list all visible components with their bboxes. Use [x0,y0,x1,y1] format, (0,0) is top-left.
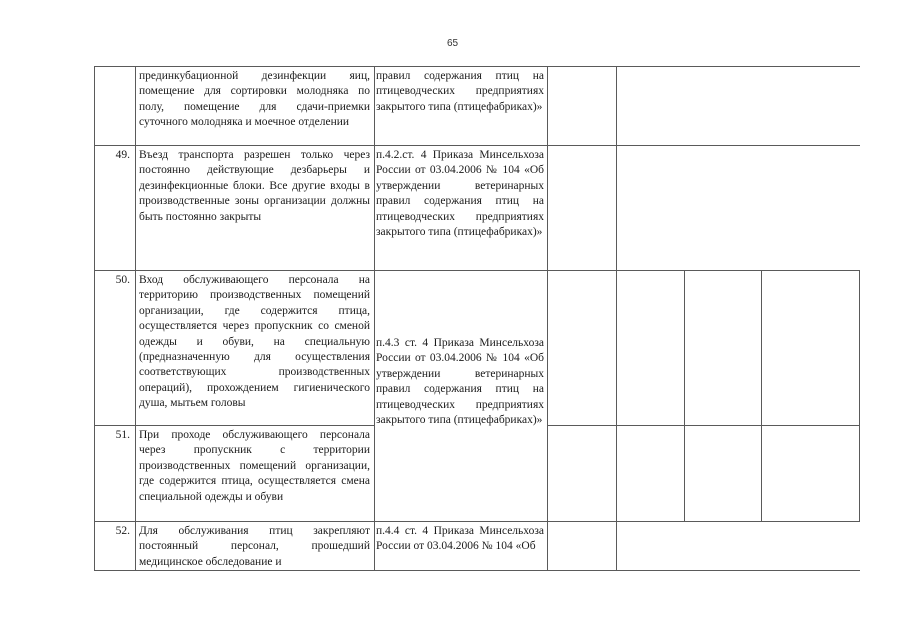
row-number: 50. [115,274,130,286]
row-number: 52. [115,525,130,537]
legal-basis-text: п.4.2.ст. 4 Приказа Минсельхоза России от 03.04.2006 № 104 «Об утверждении ветеринарных правил содержания птиц на птицеводческих предприятиях закрытого типа (птицефабриках)» [376,149,544,239]
page-number: 65 [446,38,459,49]
requirement-text: Вход обслуживающего персонала на территорию производственных помещений организации, где содержится птица, осуществляется через пропускник со сменой одежды и обуви, на специальную (предназначенную для осуществления соответствующих производственных операций), прохождением гигиенического душа, мытьем головы [139,274,370,410]
legal-basis-text: п.4.4 ст. 4 Приказа Минсельхоза России от 03.04.2006 № 104 «Об [376,525,544,553]
requirement-text: Въезд транспорта разрешен только через постоянно действующие дезбарьеры и дезинфекционные блоки. Все другие входы в производственные зоны организации должны быть постоянно закрыты [139,149,370,223]
row-number: 49. [115,149,130,161]
row-number: 51. [115,429,130,441]
requirement-text: Для обслуживания птиц закрепляют постоянный персонал, прошедший медицинское обследование и [139,525,370,568]
requirement-text: При проходе обслуживающего персонала через пропускник с территории производственных помещений организации, где содержится птица, осуществляется смена специальной одежды и обуви [139,429,370,503]
requirement-text: прединкубационной дезинфекции яиц, помещение для сортировки молодняка по полу, помещение для сдачи-приемки суточного молодняка и моечное отделении [139,70,370,129]
legal-basis-text: правил содержания птиц на птицеводческих предприятиях закрытого типа (птицефабриках)» [376,70,544,113]
legal-basis-text: п.4.3 ст. 4 Приказа Минсельхоза России от 03.04.2006 № 104 «Об утверждении ветеринарных правил содержания птиц на птицеводческих предприятиях закрытого типа (птицефабриках)» [376,337,544,427]
